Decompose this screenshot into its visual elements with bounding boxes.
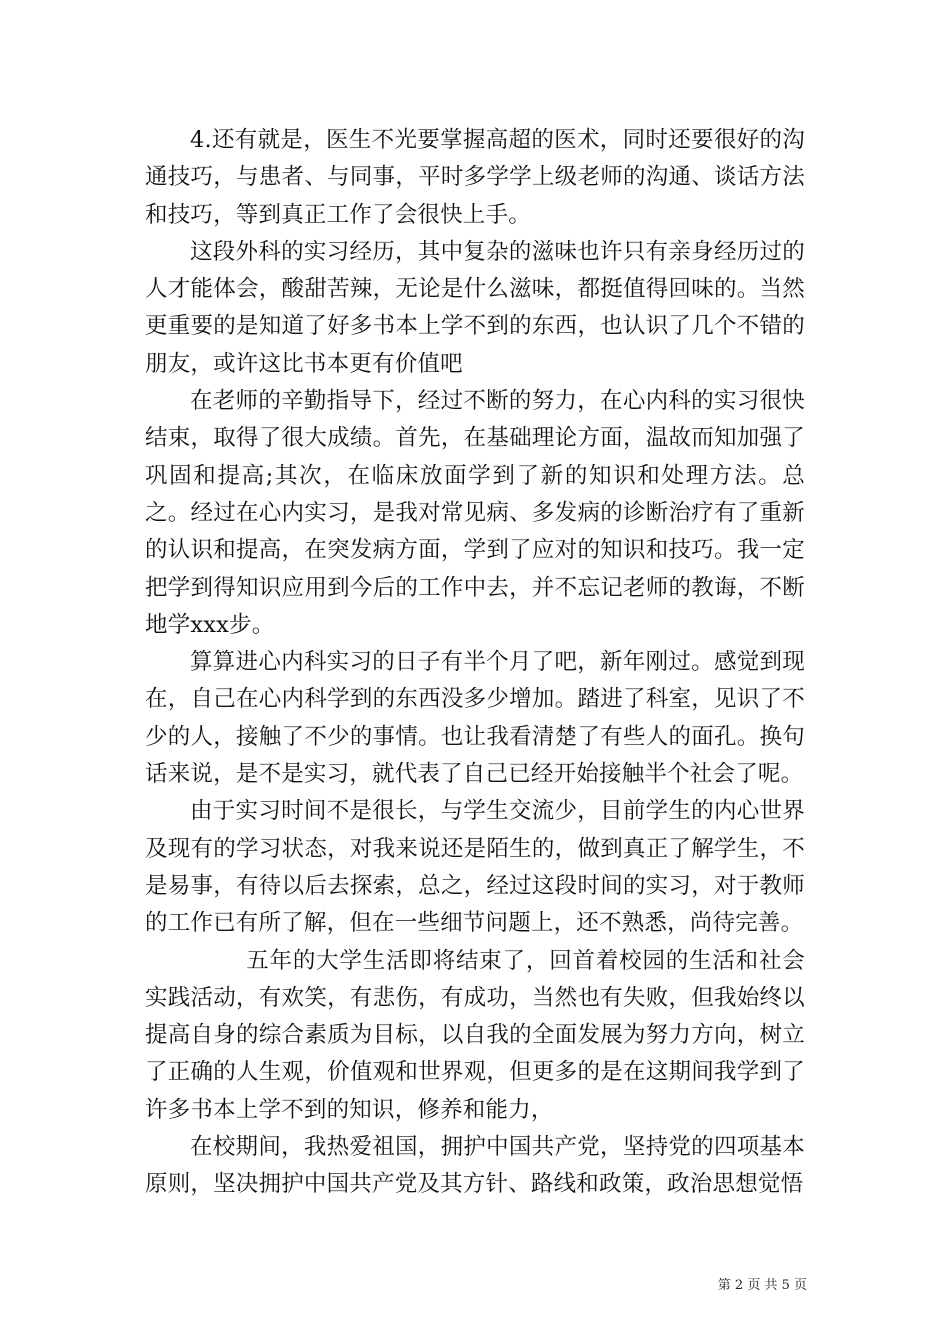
- paragraph-political-stance: 在校期间，我热爱祖国，拥护中国共产党，坚持党的四项基本原则，坚决拥护中国共产党及其方针、路线和政策，政治思想觉悟: [145, 1134, 805, 1198]
- document-body: [145, 122, 805, 1204]
- paragraph-communication-skills: 4.还有就是，医生不光要掌握高超的医术，同时还要很好的沟通技巧，与患者、与同事，平时多学学上级老师的沟通、谈话方法和技巧，等到真正工作了会很快上手。: [145, 127, 805, 228]
- page-number-footer: 第 2 页 共 5 页: [717, 1278, 807, 1293]
- paragraph-surgery-internship: 这段外科的实习经历，其中复杂的滋味也许只有亲身经历过的人才能体会，酸甜苦辣，无论是什么滋味，都挺值得回味的。当然更重要的是知道了好多书本上学不到的东西，也认识了几个不错的朋友，或许这比书本更有价值吧: [145, 238, 805, 377]
- paragraph-half-month-reflection: 算算进心内科实习的日子有半个月了吧，新年刚过。感觉到现在，自己在心内科学到的东西没多少增加。踏进了科室，见识了不少的人，接触了不少的事情。也让我看清楚了有些人的面孔。换句话来说，是不是实习，就代表了自己已经开始接触半个社会了呢。: [145, 649, 805, 788]
- paragraph-teaching-internship: 由于实习时间不是很长，与学生交流少，目前学生的内心世界及现有的学习状态，对我来说还是陌生的，做到真正了解学生，不是易事，有待以后去探索，总之，经过这段时间的实习，对于教师的工作已有所了解，但在一些细节问题上，还不熟悉，尚待完善。: [145, 798, 805, 937]
- paragraph-university-life: 五年的大学生活即将结束了，回首着校园的生活和社会实践活动，有欢笑，有悲伤，有成功，当然也有失败，但我始终以提高自身的综合素质为目标，以自我的全面发展为努力方向，树立了正确的人生观，价值观和世界观，但更多的是在这期间我学到了许多书本上学不到的知识，修养和能力，: [145, 947, 805, 1123]
- paragraph-cardiology-summary: 在老师的辛勤指导下，经过不断的努力，在心内科的实习很快结束，取得了很大成绩。首先，在基础理论方面，温故而知加强了巩固和提高;其次，在临床放面学到了新的知识和处理方法。总之。经过在心内实习，是我对常见病、多发病的诊断治疗有了重新的认识和提高，在突发病方面，学到了应对的知识和技巧。我一定把学到得知识应用到今后的工作中去，并不忘记老师的教诲，不断地学xxx步。: [145, 388, 805, 638]
